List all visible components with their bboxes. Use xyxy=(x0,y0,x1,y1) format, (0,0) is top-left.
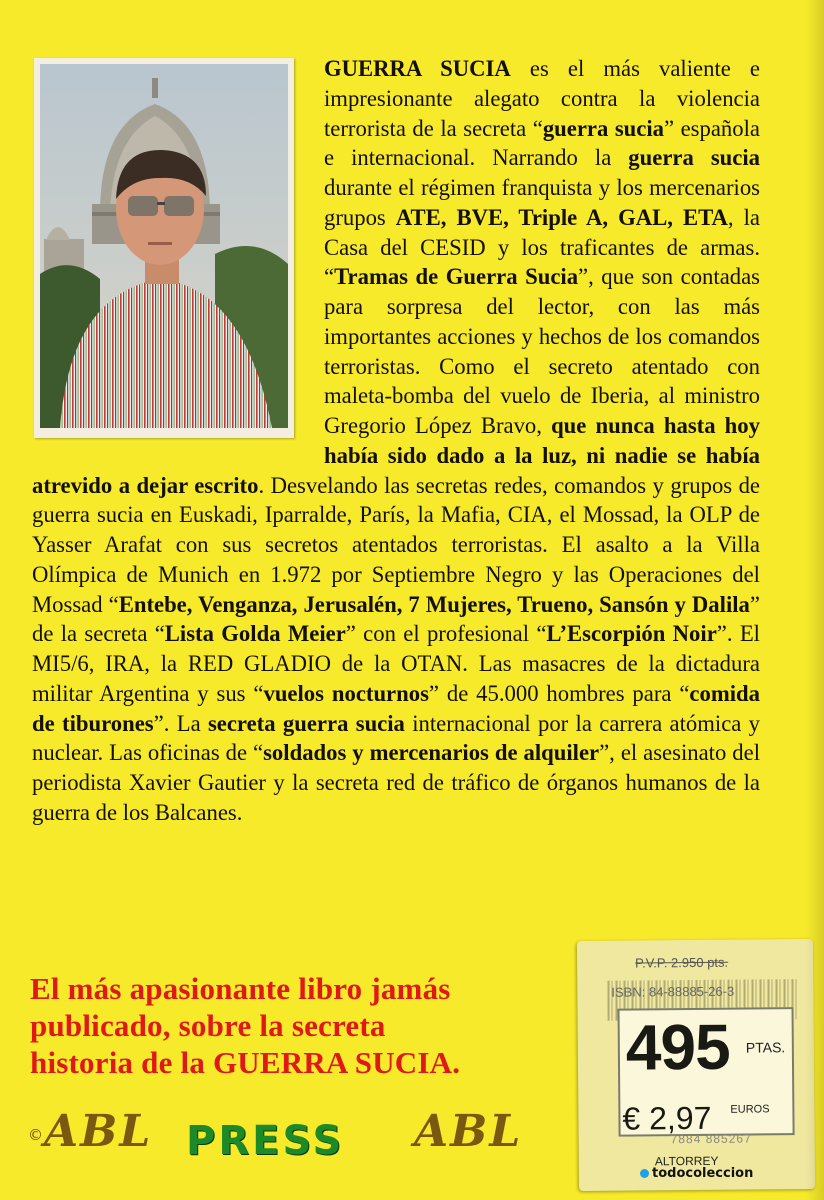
tagline xyxy=(30,970,540,1081)
abl-logo-right: ABL xyxy=(414,1106,523,1157)
watermark xyxy=(640,1166,753,1181)
copyright-symbol: © xyxy=(28,1126,43,1144)
synopsis-bold: vuelos nocturnos xyxy=(263,680,429,706)
synopsis-bold: Tramas de Guerra Sucia xyxy=(334,264,579,290)
synopsis-bold: soldados y mercenarios de alquiler xyxy=(263,740,600,766)
store-name: ALTORREY xyxy=(654,1153,719,1169)
synopsis-bold: guerra sucia xyxy=(542,115,665,141)
synopsis-run: , la Casa del CESID y los traficantes de armas. “ xyxy=(324,204,760,290)
synopsis-bold: secreta guerra sucia xyxy=(207,710,405,736)
price-pesetas: 495 xyxy=(625,1010,730,1084)
author-portrait-icon xyxy=(40,64,288,428)
abl-logo-left: ABL xyxy=(44,1106,153,1157)
author-photo xyxy=(34,58,294,438)
isbn: ISBN: 84-88885-26-3 xyxy=(611,983,735,1000)
tagline-line: publicado, sobre la secreta xyxy=(30,1008,386,1043)
price-currency-ptas: PTAS. xyxy=(745,1039,786,1056)
synopsis-run: ” española e internacional. Narrando la xyxy=(324,115,760,171)
watermark-text: todocoleccion xyxy=(652,1166,754,1181)
synopsis-run: ”, el asesinato del periodista Xavier Gautier y la secreta red de tráfico de órganos humanos de la guerra de los Balcanes. xyxy=(32,740,760,825)
synopsis-run: ” con el profesional “ xyxy=(345,621,547,647)
synopsis-bold: GUERRA SUCIA xyxy=(324,56,511,81)
synopsis-run: es el más valiente e impresionante alegato contra la violencia terrorista de la secreta “ xyxy=(324,56,760,141)
synopsis-bold: guerra sucia xyxy=(628,145,760,171)
publisher-logo xyxy=(28,1106,568,1176)
synopsis-run: . Desvelando las secretas redes, comandos y grupos de guerra sucia en Euskadi, Iparralde, París, la Mafia, CIA, el Mossad, la OLP de Yasser Arafat con sus secretos atentados terroristas. El asalto a la Villa Olímpica de Munich en 1.972 por Septiembre Negro y las Operaciones del Mossad “ xyxy=(32,472,760,617)
synopsis-bold: comida de tiburones xyxy=(32,680,760,736)
watermark-dot-icon xyxy=(640,1169,649,1178)
synopsis-run: ”. El MI5/6, IRA, la RED GLADIO de la OTAN. Las masacres de la dictadura militar Argentina y sus “ xyxy=(32,621,760,706)
synopsis-run: ” de 45.000 hombres para “ xyxy=(428,680,690,706)
price-euros: € 2,97 xyxy=(622,1099,712,1137)
price-currency-euros: EUROS xyxy=(730,1103,770,1116)
synopsis-run: ” de la secreta “ xyxy=(32,591,760,647)
price-sticker xyxy=(577,939,815,1191)
synopsis-bold: Lista Golda Meier xyxy=(164,621,346,647)
synopsis-run: durante el régimen franquista y los mercenarios grupos xyxy=(324,175,760,230)
tagline-line: El más apasionante libro jamás xyxy=(30,971,451,1006)
synopsis-bold: que nunca hasta hoy había sido dado a la luz, ni nadie se había atrevido a dejar escrito xyxy=(32,413,760,498)
synopsis-run: ”, que son contadas para sorpresa del lector, con las más importantes acciones y hechos de los comandos terroristas. Como el secreto atentado con maleta-bomba del vuelo de Iberia, al ministro Gregorio López Bravo, xyxy=(324,264,761,438)
synopsis-bold: Entebe, Venganza, Jerusalén, 7 Mujeres, Trueno, Sansón y Dalila xyxy=(118,591,750,617)
press-wordmark: PRESS xyxy=(186,1118,345,1164)
synopsis-bold: L’Escorpión Noir xyxy=(546,621,717,647)
synopsis-run: internacional por la carrera atómica y nuclear. Las oficinas de “ xyxy=(32,710,760,766)
synopsis-run: ”. La xyxy=(153,710,208,736)
barcode-number: 7884 885267 xyxy=(670,1131,752,1147)
synopsis-bold: ATE, BVE, Triple A, GAL, ETA xyxy=(395,204,728,230)
tagline-line: historia de la GUERRA SUCIA. xyxy=(30,1045,461,1080)
old-price: P.V.P. 2.950 pts. xyxy=(635,954,729,971)
